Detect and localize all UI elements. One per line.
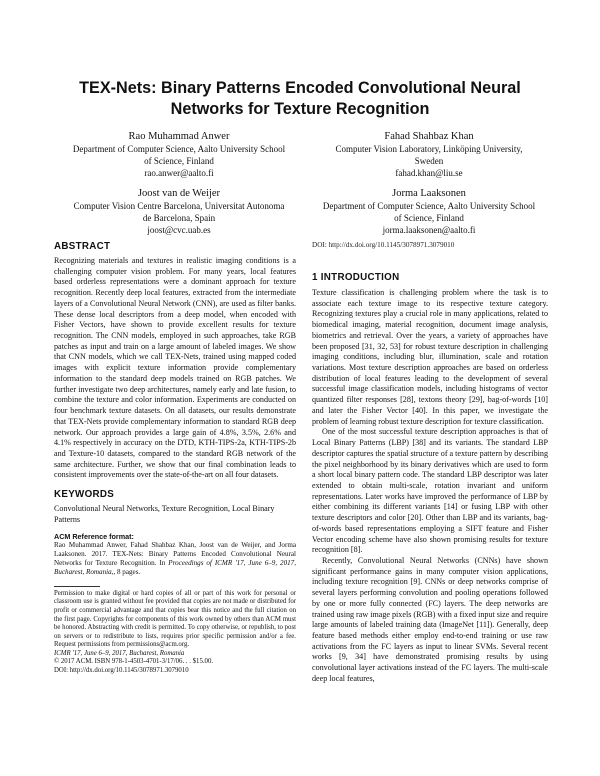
left-column	[54, 241, 296, 676]
footnote-rule	[54, 586, 100, 587]
author-name: Fahad Shahbaz Khan	[384, 131, 474, 142]
author-affiliation: Department of Computer Science, Aalto University School	[72, 144, 286, 154]
venue-line: ICMR '17, June 6–9, 2017, Bucharest, Romania	[54, 649, 185, 657]
acm-reference-venue: Proceedings of ICMR '17, June 6–9, 2017, Bucharest, Romania,	[54, 559, 296, 577]
abstract-text: Recognizing materials and textures in realistic imaging conditions is a challenging computer vision problem. For many years, local features based orderless representations were a dominant approach for texture recognition. Recently deep local features, extracted from the intermediate layers of a Convolutional Neural Network (CNN), are used as filter banks. These dense local descriptors from a deep model, when encoded with Fisher Vectors, have shown to provide excellent results for texture recognition. The CNN models, employed in such approaches, take RGB patches as input and train on a large amount of labeled images. We show that CNN models, which we call TEX-Nets, trained using mapped coded images with explicit texture information provide complementary information to the standard deep models trained on RGB patches. We further investigate two deep architectures, namely early and late fusion, to combine the texture and color information. Experiments are conducted on four benchmark texture datasets. On all datasets, our results demonstrate that TEX-Nets provide complementary information to standard RGB deep network. Our approach provides a large gain of 4.8%, 3.5%, 2.6% and 4.1% respectively in accuracy on the DTD, KTH-TIPS-2a, KTH-TIPS-2b and Texture-10 datasets, compared to the standard RGB network of the same architecture. Further, we show that our final combination leads to consistent improvements over the state-of-the-art on all four datasets.	[54, 256, 296, 480]
author-affiliation: de Barcelona, Spain	[142, 212, 216, 223]
keywords-text: Convolutional Neural Networks, Texture Recognition, Local Binary Patterns	[54, 504, 275, 524]
author-affiliation: Sweden	[414, 155, 444, 166]
introduction-heading: 1 INTRODUCTION	[312, 272, 400, 283]
author-email: jorma.laaksonen@aalto.fi	[382, 224, 476, 235]
acm-reference-label: ACM Reference format:	[54, 531, 134, 541]
intro-paragraph-3: Recently, Convolutional Neural Networks (CNNs) have shown significant performance gains in many computer vision applications, including texture recognition [9]. CNNs or deep networks comprise of several layers performing convolution and pooling operations followed by one or more fully connected (FC) layers. The deep networks are trained using raw image pixels (RGB) with a fixed input size and require large amounts of labeled training data (ImageNet [11]). Generally, deep feature based methods either employ end-to-end training or use raw activations from the FC layers as input to linear SVMs. Several recent works [9, 34] have demonstrated promising results by using convolutional layer activations instead of the FC layers. The multi-scale deep local features,	[312, 555, 549, 683]
author-block-2	[304, 130, 554, 179]
acm-reference-end: , 8 pages.	[113, 568, 141, 577]
author-email: joost@cvc.uab.es	[147, 224, 211, 235]
permission-notice: Permission to make digital or hard copies of all or part of this work for personal or classroom use is granted without fee provided that copies are not made or distributed for profit or commercial advantage and that copies bear this notice and the full citation on the first page. Copyrights for components of this work owned by others than ACM must be honored. Abstracting with credit is permitted. To copy otherwise, or republish, to post on servers or to redistribute to lists, requires prior specific permission and/or a fee. Request permissions from permissions@acm.org.	[54, 589, 296, 649]
doi-link[interactable]: DOI: http://dx.doi.org/10.1145/3078971.3079010	[312, 241, 455, 249]
keywords-heading: KEYWORDS	[54, 489, 115, 501]
title-line-1: TEX-Nets: Binary Patterns Encoded Convolutional Neural	[79, 79, 521, 97]
intro-paragraph-1: Texture classification is challenging problem where the task is to associate each texture image to its respective texture category. Recognizing textures play a crucial role in many applications, related to biomedical imaging, material recognition, document image analysis, biometrics and retrieval. Over the years, a variety of approaches have been proposed [31, 32, 53] for robust texture description in challenging imaging conditions, including blur, illumination, scale and rotation variations. Most texture description approaches are based on orderless distribution of local features leading to the development of several successful image classification models, including histograms of vector quantized filter responses [28], textons theory [29], bag-of-words [10] and later the Fisher Vector [40]. In this paper, we investigate the problem of learning robust texture description for texture classification.	[312, 288, 548, 426]
author-affiliation: Department of Computer Science, Aalto University School	[322, 201, 536, 211]
title-line-2: Networks for Texture Recognition	[170, 100, 430, 118]
author-name: Jorma Laaksonen	[392, 188, 466, 199]
author-affiliation: of Science, Finland	[144, 155, 214, 166]
author-affiliation: Computer Vision Centre Barcelona, Universitat Autonoma	[73, 201, 285, 211]
author-block-3	[54, 187, 304, 236]
paper-title	[40, 78, 560, 120]
author-affiliation: of Science, Finland	[394, 212, 464, 223]
copyright-line: © 2017 ACM. ISBN 978-1-4503-4701-3/17/06. . . $15.00.	[54, 658, 214, 666]
author-name: Joost van de Weijer	[137, 188, 221, 199]
author-affiliation: Computer Vision Laboratory, Linköping University,	[335, 144, 523, 154]
acm-reference-text	[54, 541, 296, 578]
author-name: Rao Muhammad Anwer	[128, 131, 230, 142]
abstract-heading: ABSTRACT	[54, 241, 111, 252]
author-email: rao.anwer@aalto.fi	[144, 167, 214, 178]
author-block-4	[304, 187, 554, 236]
intro-paragraph-2: One of the most successful texture description approaches is that of Local Binary Patterns (LBP) [38] and its variants. The standard LBP descriptor captures the spatial structure of a texture pattern by describing the pixel neighborhood by its binary derivatives which are used to form a short local binary pattern code. The standard LBP descriptor was later extended to obtain multi-scale, rotation invariant and uniform representations. Later works have improved the performance of LBP by either combining its different variants [14] or fusing LBP with other texture descriptors and color [20]. Other than LBP and its variants, bag-of-words based representations employing a SIFT feature and Fisher Vector encoding scheme have also shown promising results for texture recognition [8].	[312, 427, 548, 555]
doi-line: DOI: http://dx.doi.org/10.1145/3078971.3079010	[54, 667, 189, 675]
right-column	[312, 241, 548, 685]
author-block-1	[54, 130, 304, 179]
acm-reference-plain: Rao Muhammad Anwer, Fahad Shahbaz Khan, Joost van de Weijer, and Jorma Laaksonen. 2017. TEX-Nets: Binary Patterns Encoded Convolutional Neural Networks for Texture Recognition. In	[54, 540, 296, 568]
author-email: fahad.khan@liu.se	[395, 167, 463, 178]
